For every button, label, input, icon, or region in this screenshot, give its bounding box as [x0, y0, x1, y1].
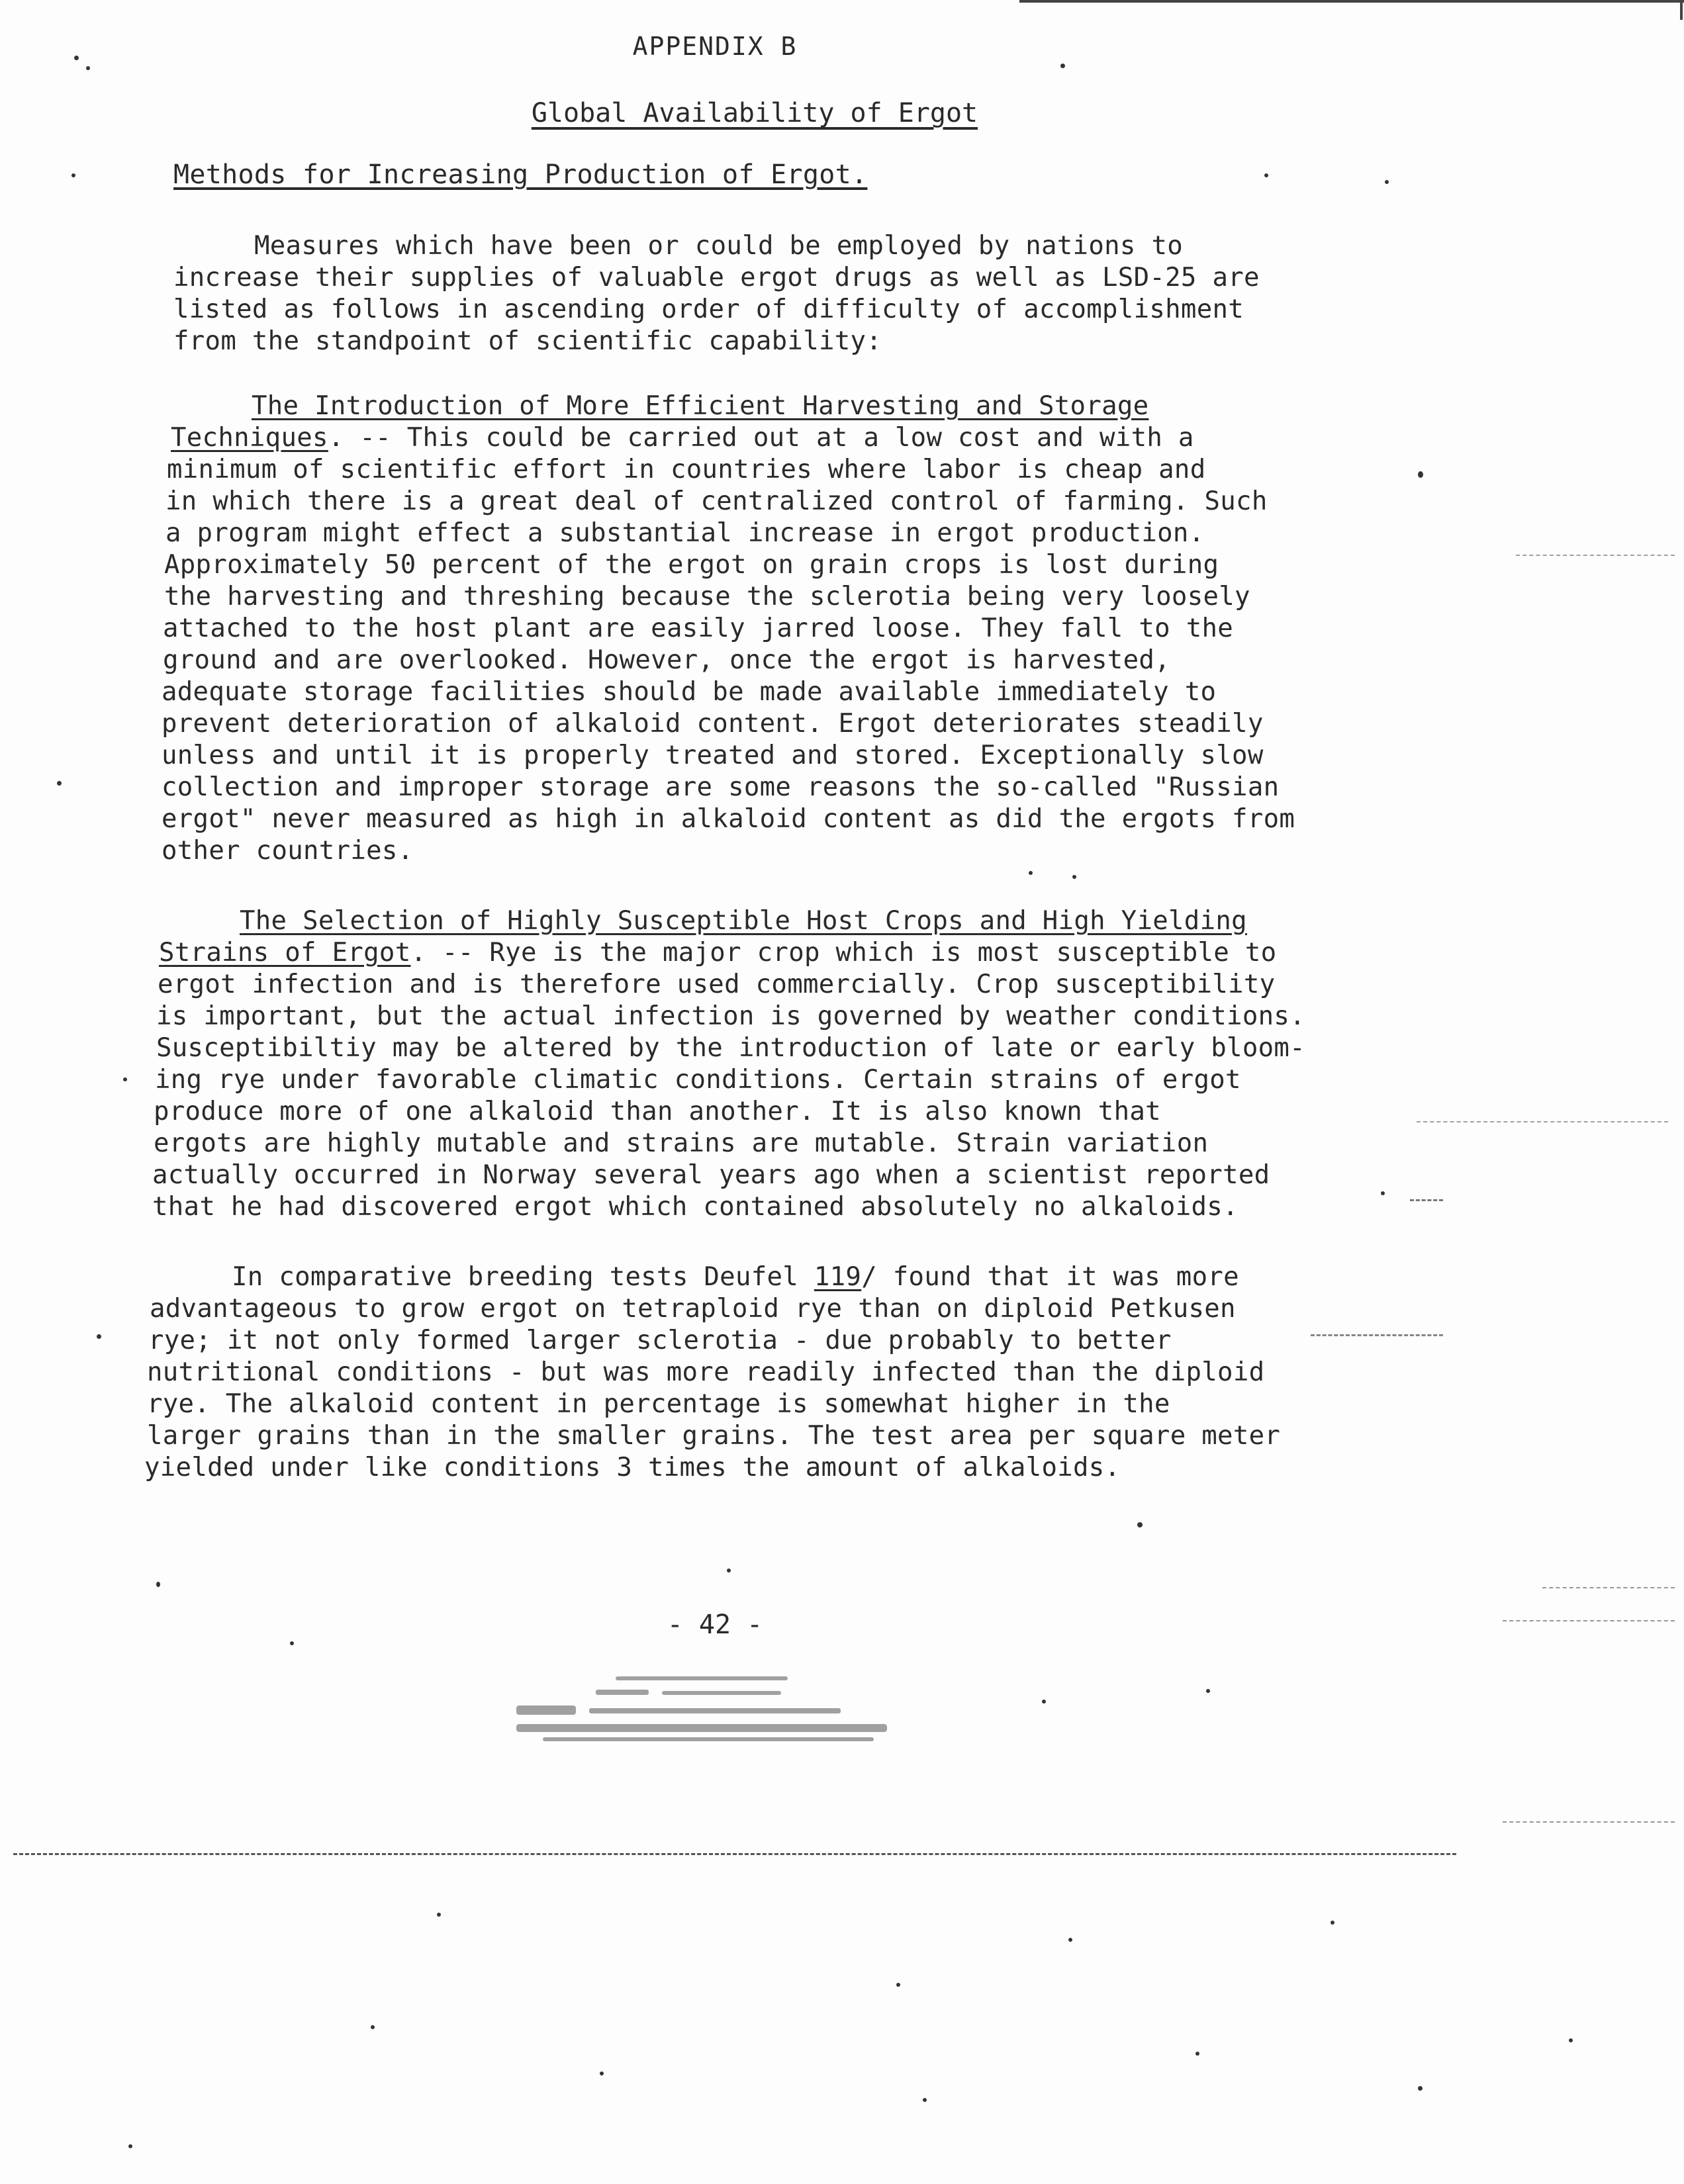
scan-speck: [923, 2098, 927, 2102]
scan-speck: [727, 1569, 731, 1572]
scan-speck: [97, 1334, 101, 1339]
paragraph-line: a program might effect a substantial increase in ergot production.: [165, 518, 1205, 548]
paragraph-line: ground and are overlooked. However, once the ergot is harvested,: [163, 645, 1170, 675]
scan-speck: [74, 56, 79, 60]
paragraph-line: ergots are highly mutable and strains are mutable. Strain variation: [154, 1128, 1209, 1158]
paragraph-heading: The Introduction of More Efficient Harvesting and Storage: [252, 391, 1149, 421]
scan-speck: [1206, 1689, 1210, 1693]
margin-mark: [1516, 555, 1675, 556]
scan-speck: [371, 2025, 375, 2029]
scan-speck: [71, 173, 75, 177]
paragraph-line: rye. The alkaloid content in percentage is somewhat higher in the: [147, 1389, 1170, 1419]
paragraph-line: prevent deterioration of alkaloid content. Ergot deteriorates steadily: [162, 709, 1264, 739]
scan-speck: [600, 2071, 604, 2075]
scan-speck: [1385, 180, 1389, 184]
dashed-divider: [13, 1853, 1456, 1855]
paragraph-line: other countries.: [162, 836, 414, 866]
paragraph-line: unless and until it is properly treated and stored. Exceptionally slow: [162, 741, 1264, 770]
page-number: - 42 -: [667, 1610, 763, 1640]
scan-speck: [156, 1582, 160, 1587]
dashed-divider-right: [1503, 1821, 1675, 1823]
intro-line: listed as follows in ascending order of difficulty of accomplishment: [173, 295, 1244, 324]
margin-mark: [1410, 1199, 1443, 1201]
paragraph-line: [159, 937, 1276, 970]
intro-line: Measures which have been or could be employed by nations to: [254, 231, 1184, 261]
paragraph-line: the harvesting and threshing because the sclerotia being very loosely: [164, 582, 1250, 612]
paragraph-line-text: In comparative breeding tests Deufel: [232, 1262, 814, 1292]
paragraph-line: in which there is a great deal of centralized control of farming. Such: [165, 486, 1268, 516]
paragraph-line: collection and improper storage are some reasons the so-called "Russian: [162, 772, 1280, 802]
paragraph-line: advantageous to grow ergot on tetraploid rye than on diploid Petkusen: [150, 1294, 1236, 1324]
paragraph-line-text: . -- Rye is the major crop which is most susceptible to: [410, 938, 1277, 968]
paragraph-line: Approximately 50 percent of the ergot on grain crops is lost during: [164, 550, 1219, 580]
scan-speck: [1418, 2086, 1423, 2091]
paragraph-line: [171, 422, 1194, 455]
margin-mark: [1542, 1587, 1675, 1588]
paragraph-heading-end: Techniques: [171, 423, 328, 453]
scan-speck: [128, 2144, 132, 2148]
reference-number: 119: [814, 1262, 862, 1292]
scan-speck: [1029, 871, 1033, 875]
scan-speck: [896, 1983, 900, 1987]
paragraph-line: actually occurred in Norway several years ago when a scientist reported: [152, 1160, 1270, 1190]
scan-speck: [1195, 2052, 1199, 2056]
scan-speck: [1072, 875, 1076, 879]
scan-edge-vertical: [1680, 0, 1683, 20]
paragraph-line: adequate storage facilities should be made available immediately to: [162, 677, 1217, 707]
appendix-label: APPENDIX B: [632, 32, 798, 61]
scan-speck: [1418, 471, 1423, 478]
paragraph-line: that he had discovered ergot which contained absolutely no alkaloids.: [152, 1192, 1239, 1222]
paragraph-line: larger grains than in the smaller grains. The test area per square meter: [147, 1421, 1281, 1451]
paragraph-line: rye; it not only formed larger sclerotia - due probably to better: [148, 1326, 1172, 1355]
scan-speck: [290, 1641, 294, 1645]
paragraph-line: nutritional conditions - but was more readily infected than the diploid: [147, 1357, 1265, 1387]
paragraph-line: yielded under like conditions 3 times the amount of alkaloids.: [144, 1453, 1121, 1482]
scan-speck: [1042, 1700, 1046, 1704]
faint-stamp-mark: [516, 1671, 900, 1751]
paragraph-line: ing rye under favorable climatic conditions. Certain strains of ergot: [155, 1065, 1241, 1095]
margin-mark: [1311, 1334, 1443, 1336]
paragraph-line: minimum of scientific effort in countries where labor is cheap and: [167, 455, 1206, 484]
paragraph-line: [232, 1261, 1239, 1294]
margin-mark: [1417, 1121, 1668, 1122]
paragraph-heading-end: Strains of Ergot: [159, 938, 411, 968]
intro-line: from the standpoint of scientific capability:: [173, 326, 882, 356]
page-title: Global Availability of Ergot: [531, 98, 978, 128]
section-heading: Methods for Increasing Production of Ergot.: [173, 159, 868, 190]
paragraph-line: Susceptibiltiy may be altered by the introduction of late or early bloom-: [156, 1033, 1305, 1063]
paragraph-heading: The Selection of Highly Susceptible Host Crops and High Yielding: [240, 906, 1247, 936]
intro-line: increase their supplies of valuable ergot drugs as well as LSD-25 are: [173, 263, 1260, 293]
paragraph-line: produce more of one alkaloid than another. It is also known that: [154, 1097, 1161, 1126]
scan-speck: [1137, 1522, 1143, 1527]
scan-speck: [1331, 1921, 1334, 1925]
paragraph-line: ergot" never measured as high in alkaloid content as did the ergots from: [162, 804, 1295, 834]
scan-speck: [1068, 1938, 1072, 1942]
scan-speck: [123, 1077, 127, 1081]
scan-speck: [1381, 1191, 1385, 1195]
margin-mark: [1503, 1620, 1675, 1621]
scan-speck: [1569, 2038, 1573, 2042]
paragraph-line-text: / found that it was more: [861, 1262, 1239, 1292]
scan-speck: [86, 66, 90, 70]
paragraph-line: is important, but the actual infection is governed by weather conditions.: [156, 1001, 1305, 1031]
scan-speck: [1264, 173, 1268, 177]
paragraph-line-text: . -- This could be carried out at a low cost and with a: [328, 423, 1194, 453]
scan-speck: [57, 781, 62, 786]
paragraph-line: attached to the host plant are easily jarred loose. They fall to the: [163, 614, 1234, 643]
scan-speck: [1060, 64, 1065, 68]
scan-speck: [437, 1913, 441, 1917]
paragraph-line: ergot infection and is therefore used commercially. Crop susceptibility: [158, 970, 1276, 999]
scan-edge: [1019, 0, 1684, 3]
